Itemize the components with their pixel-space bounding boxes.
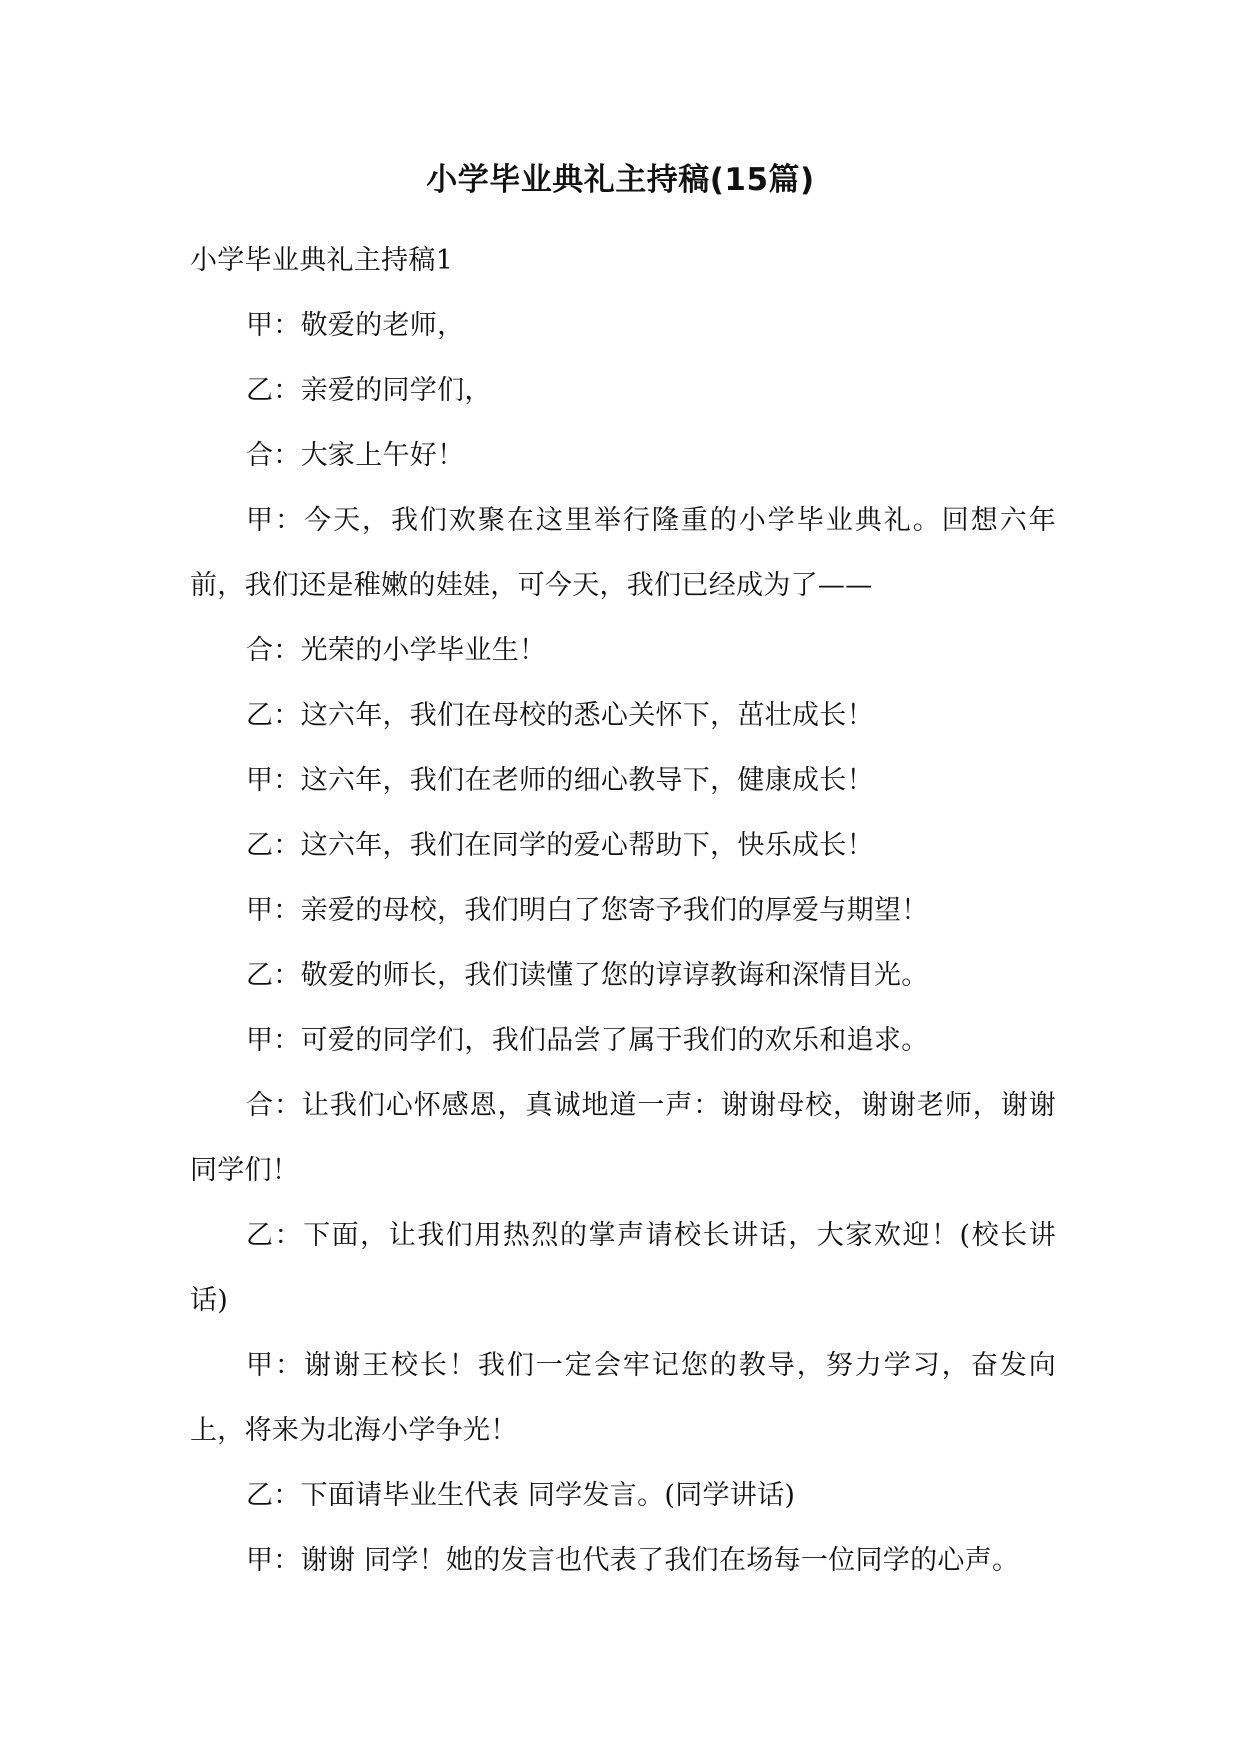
section-heading: 小学毕业典礼主持稿1: [190, 245, 454, 276]
paragraph: 乙：这六年，我们在同学的爱心帮助下，快乐成长！: [246, 830, 874, 861]
paragraph: 乙：下面，让我们用热烈的掌声请校长讲话，大家欢迎！(校长讲话): [190, 1220, 1056, 1316]
paragraph: 乙：敬爱的师长，我们读懂了您的谆谆教诲和深情目光。: [246, 960, 929, 991]
paragraph: 合：光荣的小学毕业生！: [246, 635, 547, 666]
paragraph: 乙：下面请毕业生代表 同学发言。(同学讲话): [246, 1480, 796, 1511]
document-title: 小学毕业典礼主持稿(15篇): [426, 162, 815, 198]
paragraph: 甲：谢谢 同学！她的发言也代表了我们在场每一位同学的心声。: [246, 1545, 1020, 1576]
document-body: [190, 228, 1056, 1593]
paragraph: 合：大家上午好！: [246, 440, 465, 471]
paragraph: 甲：亲爱的母校，我们明白了您寄予我们的厚爱与期望！: [246, 895, 929, 926]
paragraph: 甲：可爱的同学们，我们品尝了属于我们的欢乐和追求。: [246, 1025, 929, 1056]
paragraph: 甲：敬爱的老师，: [246, 310, 465, 341]
paragraph: 甲：这六年，我们在老师的细心教导下，健康成长！: [246, 765, 874, 796]
paragraph: 甲：谢谢王校长！我们一定会牢记您的教导，努力学习，奋发向上，将来为北海小学争光！: [190, 1350, 1056, 1446]
paragraph: 合：让我们心怀感恩，真诚地道一声：谢谢母校，谢谢老师，谢谢同学们！: [190, 1090, 1056, 1186]
paragraph: 乙：亲爱的同学们，: [246, 375, 492, 406]
paragraph: 乙：这六年，我们在母校的悉心关怀下，茁壮成长！: [246, 700, 874, 731]
paragraph: 甲：今天，我们欢聚在这里举行隆重的小学毕业典礼。回想六年前，我们还是稚嫩的娃娃，可今天，我们已经成为了——: [190, 505, 1056, 601]
